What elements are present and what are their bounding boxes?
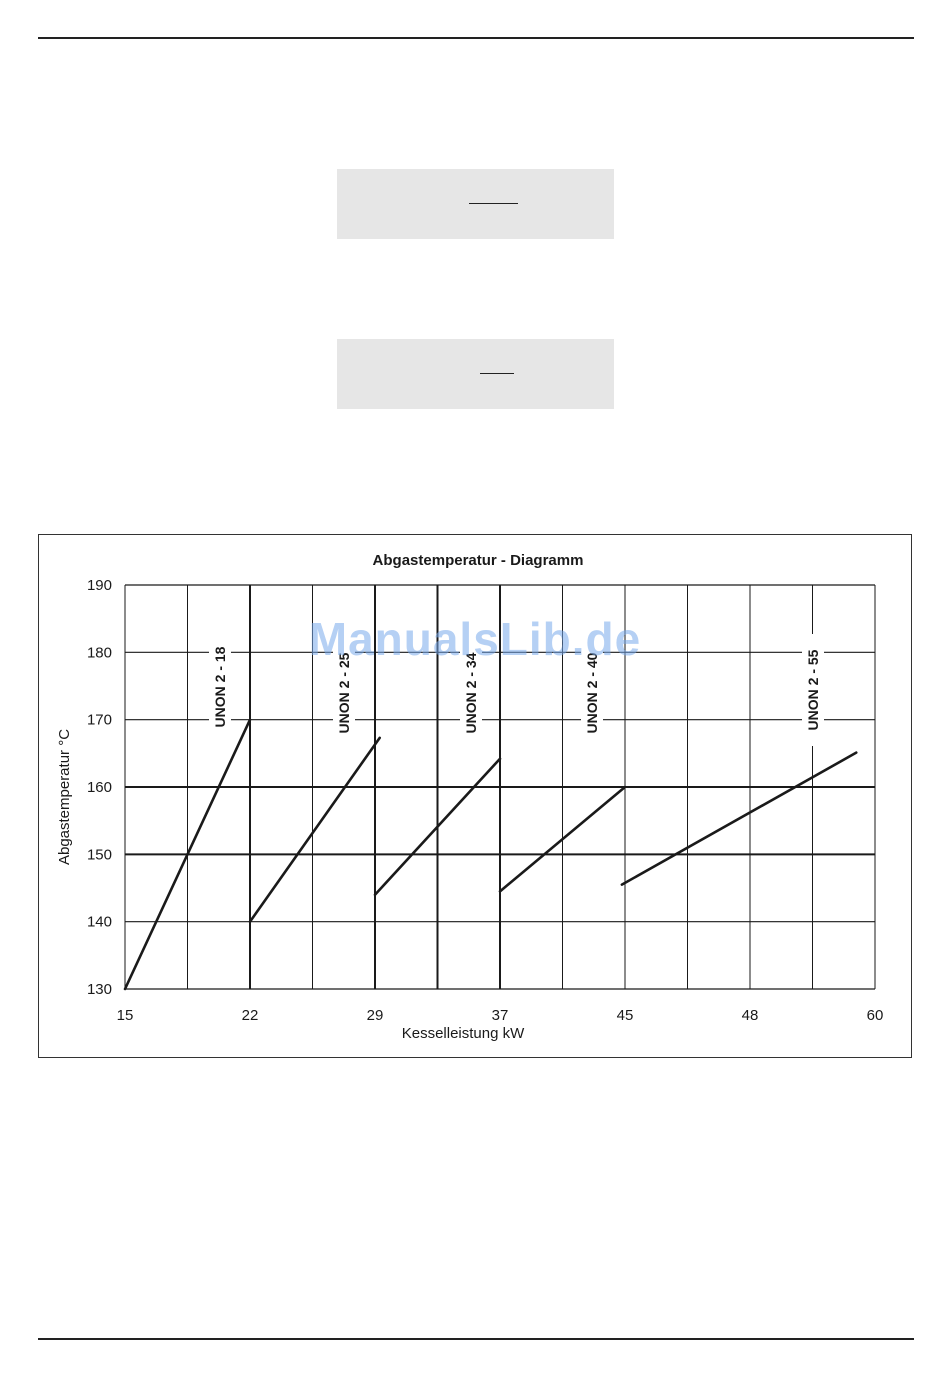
y-tick-label: 150 [86, 846, 112, 864]
series-label: UNON 2 - 40 [584, 652, 600, 734]
y-tick-label: 160 [86, 779, 112, 796]
x-tick-label: 37 [491, 1007, 509, 1024]
x-tick-label: 29 [366, 1007, 384, 1024]
formula-box [337, 339, 614, 409]
chart-frame [38, 534, 912, 1058]
y-tick-label: 130 [86, 981, 112, 998]
x-tick-label: 22 [241, 1007, 259, 1024]
top-rule [38, 37, 914, 39]
series-label: UNON 2 - 55 [805, 649, 821, 731]
y-tick-label: 190 [86, 577, 112, 594]
fraction-line [480, 373, 514, 374]
fraction-line [469, 203, 518, 204]
series-line [622, 753, 856, 885]
x-axis-label: Kesselleistung kW [401, 1025, 525, 1042]
x-tick-label: 45 [616, 1007, 634, 1024]
bottom-rule [38, 1338, 914, 1340]
x-tick-label: 48 [741, 1007, 759, 1024]
series-label: UNON 2 - 18 [212, 646, 228, 728]
watermark: ManualsLib.de [308, 613, 642, 665]
y-tick-label: 180 [86, 644, 112, 662]
series-line [250, 738, 380, 922]
chart-svg [39, 535, 913, 1059]
x-tick-label: 15 [116, 1007, 134, 1024]
series-label: UNON 2 - 34 [463, 652, 479, 734]
chart-title: Abgastemperatur - Diagramm [372, 552, 584, 569]
y-axis-label: Abgastemperatur °C [56, 728, 73, 866]
y-tick-label: 170 [86, 711, 112, 729]
series-label: UNON 2 - 25 [336, 652, 352, 734]
formula-box [337, 169, 614, 239]
x-tick-label: 60 [866, 1007, 884, 1024]
y-tick-label: 140 [86, 913, 112, 931]
